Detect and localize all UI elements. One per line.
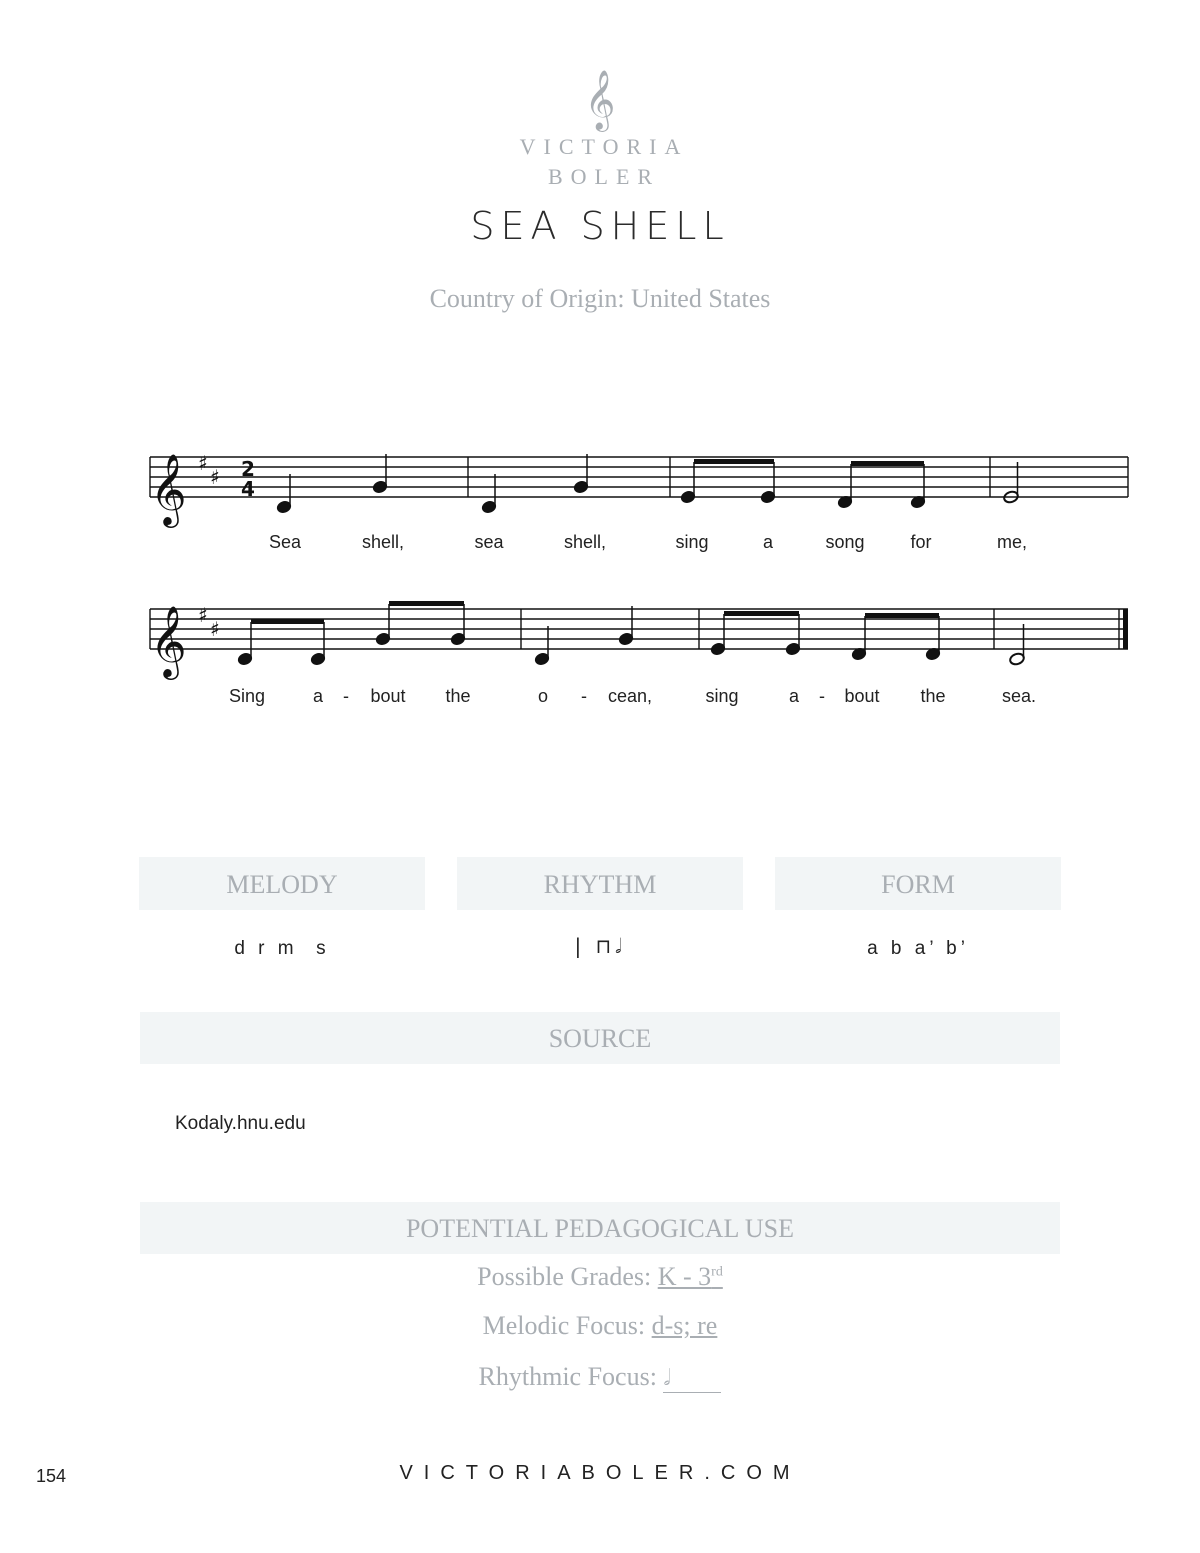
lyric: sing xyxy=(705,686,739,706)
lyric: - xyxy=(581,686,587,706)
lyric: shell, xyxy=(361,532,405,552)
song-title: SEA SHELL xyxy=(470,204,730,248)
logo xyxy=(0,68,1200,192)
beam xyxy=(865,613,939,618)
treble-clef-icon: 𝄞 xyxy=(150,452,187,525)
form-value: a b a’ b’ xyxy=(867,938,969,959)
lyric: cean, xyxy=(607,686,653,706)
lyric: a xyxy=(788,686,800,706)
beam xyxy=(851,461,924,466)
lyric: a xyxy=(762,532,774,552)
rhythmic-focus xyxy=(0,1362,1200,1393)
lyric: Sing xyxy=(228,686,266,706)
grades-label: Possible Grades: xyxy=(477,1262,652,1291)
lyric: sing xyxy=(675,532,709,552)
source-heading: SOURCE xyxy=(140,1012,1060,1064)
lyric: o xyxy=(537,686,549,706)
rhythmic-label: Rhythmic Focus: xyxy=(478,1362,657,1391)
grades-sup: rd xyxy=(711,1264,723,1280)
page-number: 154 xyxy=(36,1466,67,1486)
rhythm-heading: RHYTHM xyxy=(457,857,743,910)
lyric: - xyxy=(819,686,825,706)
time-sig-top: 2 xyxy=(241,457,255,481)
lyric: a xyxy=(312,686,324,706)
sharp-icon: ♯ xyxy=(198,603,208,627)
staff-1-lyrics xyxy=(269,532,1027,552)
sharp-icon: ♯ xyxy=(210,465,220,489)
sheet-music xyxy=(0,420,1200,720)
lyric: sea. xyxy=(1001,686,1037,706)
grades-value: K - 3 xyxy=(657,1262,712,1291)
final-barline xyxy=(1123,609,1128,649)
lyric: sea xyxy=(474,532,504,552)
beam xyxy=(251,619,324,624)
time-sig-bottom: 4 xyxy=(241,477,255,501)
form-heading: FORM xyxy=(775,857,1061,910)
beam xyxy=(389,601,464,606)
lyric: for xyxy=(910,532,932,552)
beam xyxy=(724,611,799,616)
lyric: bout xyxy=(844,686,880,706)
melody-heading: MELODY xyxy=(139,857,425,910)
possible-grades xyxy=(0,1262,1200,1292)
source-link[interactable]: Kodaly.hnu.edu xyxy=(175,1113,306,1134)
lyric: - xyxy=(343,686,349,706)
staff-1 xyxy=(150,451,1128,552)
logo-line2: BOLER xyxy=(547,164,661,189)
beam xyxy=(694,459,774,464)
melodic-focus xyxy=(0,1311,1200,1341)
lyric: song xyxy=(825,532,865,552)
sharp-icon: ♯ xyxy=(198,451,208,475)
sharp-icon: ♯ xyxy=(210,617,220,641)
logo-line1: VICTORIA xyxy=(519,134,689,159)
melodic-label: Melodic Focus: xyxy=(482,1311,646,1340)
lyric: bout xyxy=(370,686,406,706)
pedagogy-heading: POTENTIAL PEDAGOGICAL USE xyxy=(140,1202,1060,1254)
rhythm-value: | ⊓𝅗𝅥 xyxy=(574,934,626,958)
lyric: the xyxy=(920,686,946,706)
country-of-origin: Country of Origin: United States xyxy=(429,284,771,313)
melodic-value: d-s; re xyxy=(651,1311,718,1340)
lyric: me, xyxy=(996,532,1028,552)
melody-value: d r m s xyxy=(234,938,330,959)
lyric: shell, xyxy=(563,532,607,552)
staff-2-lyrics xyxy=(229,686,1036,706)
staff-2 xyxy=(150,601,1128,706)
treble-clef-icon: 𝄞 xyxy=(150,604,187,677)
lyric: the xyxy=(445,686,471,706)
footer-website[interactable]: VICTORIABOLER.COM xyxy=(399,1462,801,1484)
treble-clef-icon: 𝄞 xyxy=(584,70,616,130)
lyric: Sea xyxy=(268,532,302,552)
rhythmic-value: 𝅗𝅥 xyxy=(663,1366,721,1393)
